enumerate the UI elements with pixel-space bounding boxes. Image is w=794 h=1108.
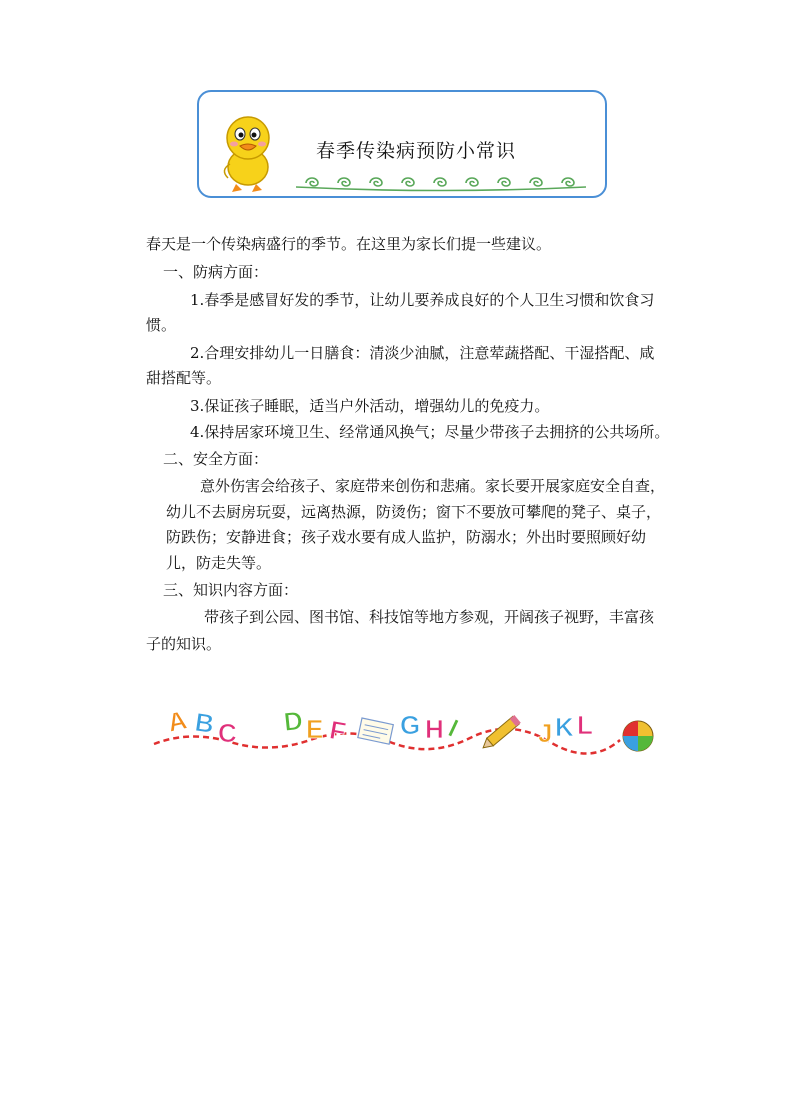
swirl-3 (370, 178, 382, 186)
letter-e: E (306, 714, 324, 744)
letter-d: D (282, 705, 305, 737)
duck-pupil-left (239, 133, 244, 138)
duck-mascot-icon (218, 112, 278, 194)
section1-item2-line1: 2.合理安排幼儿一日膳食：清淡少油腻，注意荤蔬搭配、干湿搭配、咸 (190, 344, 655, 362)
section3-line1: 带孩子到公园、图书馆、科技馆等地方参观，开阔孩子视野，丰富孩 (204, 608, 655, 626)
section2-heading: 二、安全方面： (163, 450, 269, 468)
duck-pupil-right (252, 133, 257, 138)
swirl-6 (466, 178, 478, 186)
duck-head (227, 117, 269, 159)
duck-cheek-right (258, 142, 266, 147)
swirl-border-decoration (296, 172, 586, 194)
section3-line2: 子的知识。 (146, 635, 222, 653)
letter-a: A (164, 704, 190, 738)
swirl-tail (296, 187, 586, 191)
swirl-2 (338, 178, 350, 186)
section1-item3: 3.保证孩子睡眠，适当户外活动，增强幼儿的免疫力。 (190, 397, 550, 415)
letter-k: K (555, 712, 574, 742)
section1-heading: 一、防病方面： (163, 263, 269, 281)
letter-h: H (425, 714, 444, 744)
section1-item1-line2: 惯。 (146, 316, 177, 334)
swirl-5 (434, 178, 446, 186)
section3-heading: 三、知识内容方面： (163, 581, 299, 599)
swirl-7 (498, 178, 510, 186)
page-title: 春季传染病预防小常识 (316, 140, 517, 162)
section1-item2-line2: 甜搭配等。 (146, 369, 222, 387)
swirl-9 (562, 178, 574, 186)
section2-line4: 儿，防走失等。 (166, 554, 272, 572)
ball-icon (623, 721, 653, 751)
duck-cheek-left (230, 142, 238, 147)
swirl-1 (306, 178, 318, 186)
letter-f: F (327, 714, 349, 747)
pencil-icon (480, 715, 521, 752)
duck-foot-left (232, 184, 242, 192)
notepad-icon (358, 718, 393, 744)
duck-foot-right (252, 184, 262, 192)
letter-j: J (538, 718, 553, 748)
alphabet-border-decoration (150, 700, 670, 760)
section2-line1: 意外伤害会给孩子、家庭带来创伤和悲痛。家长要开展家庭安全自查， (200, 477, 666, 495)
letter-g: G (400, 710, 421, 740)
section1-item1-line1: 1.春季是感冒好发的季节，让幼儿要养成良好的个人卫生习惯和饮食习 (190, 291, 655, 309)
letter-c: C (218, 718, 237, 748)
section2-line3: 防跌伤；安静进食；孩子戏水要有成人监护，防溺水；外出时要照顾好幼 (166, 528, 647, 546)
intro-paragraph: 春天是一个传染病盛行的季节。在这里为家长们提一些建议。 (146, 235, 552, 253)
letter-b: B (193, 706, 216, 740)
swirl-4 (402, 178, 414, 186)
swirl-8 (530, 178, 542, 186)
letter-l: L (577, 710, 593, 740)
letter-i: I (443, 712, 464, 744)
section1-item4: 4.保持居家环境卫生、经常通风换气；尽量少带孩子去拥挤的公共场所。 (190, 423, 670, 441)
section2-line2: 幼儿不去厨房玩耍，远离热源，防烫伤；窗下不要放可攀爬的凳子、桌子， (166, 503, 662, 521)
